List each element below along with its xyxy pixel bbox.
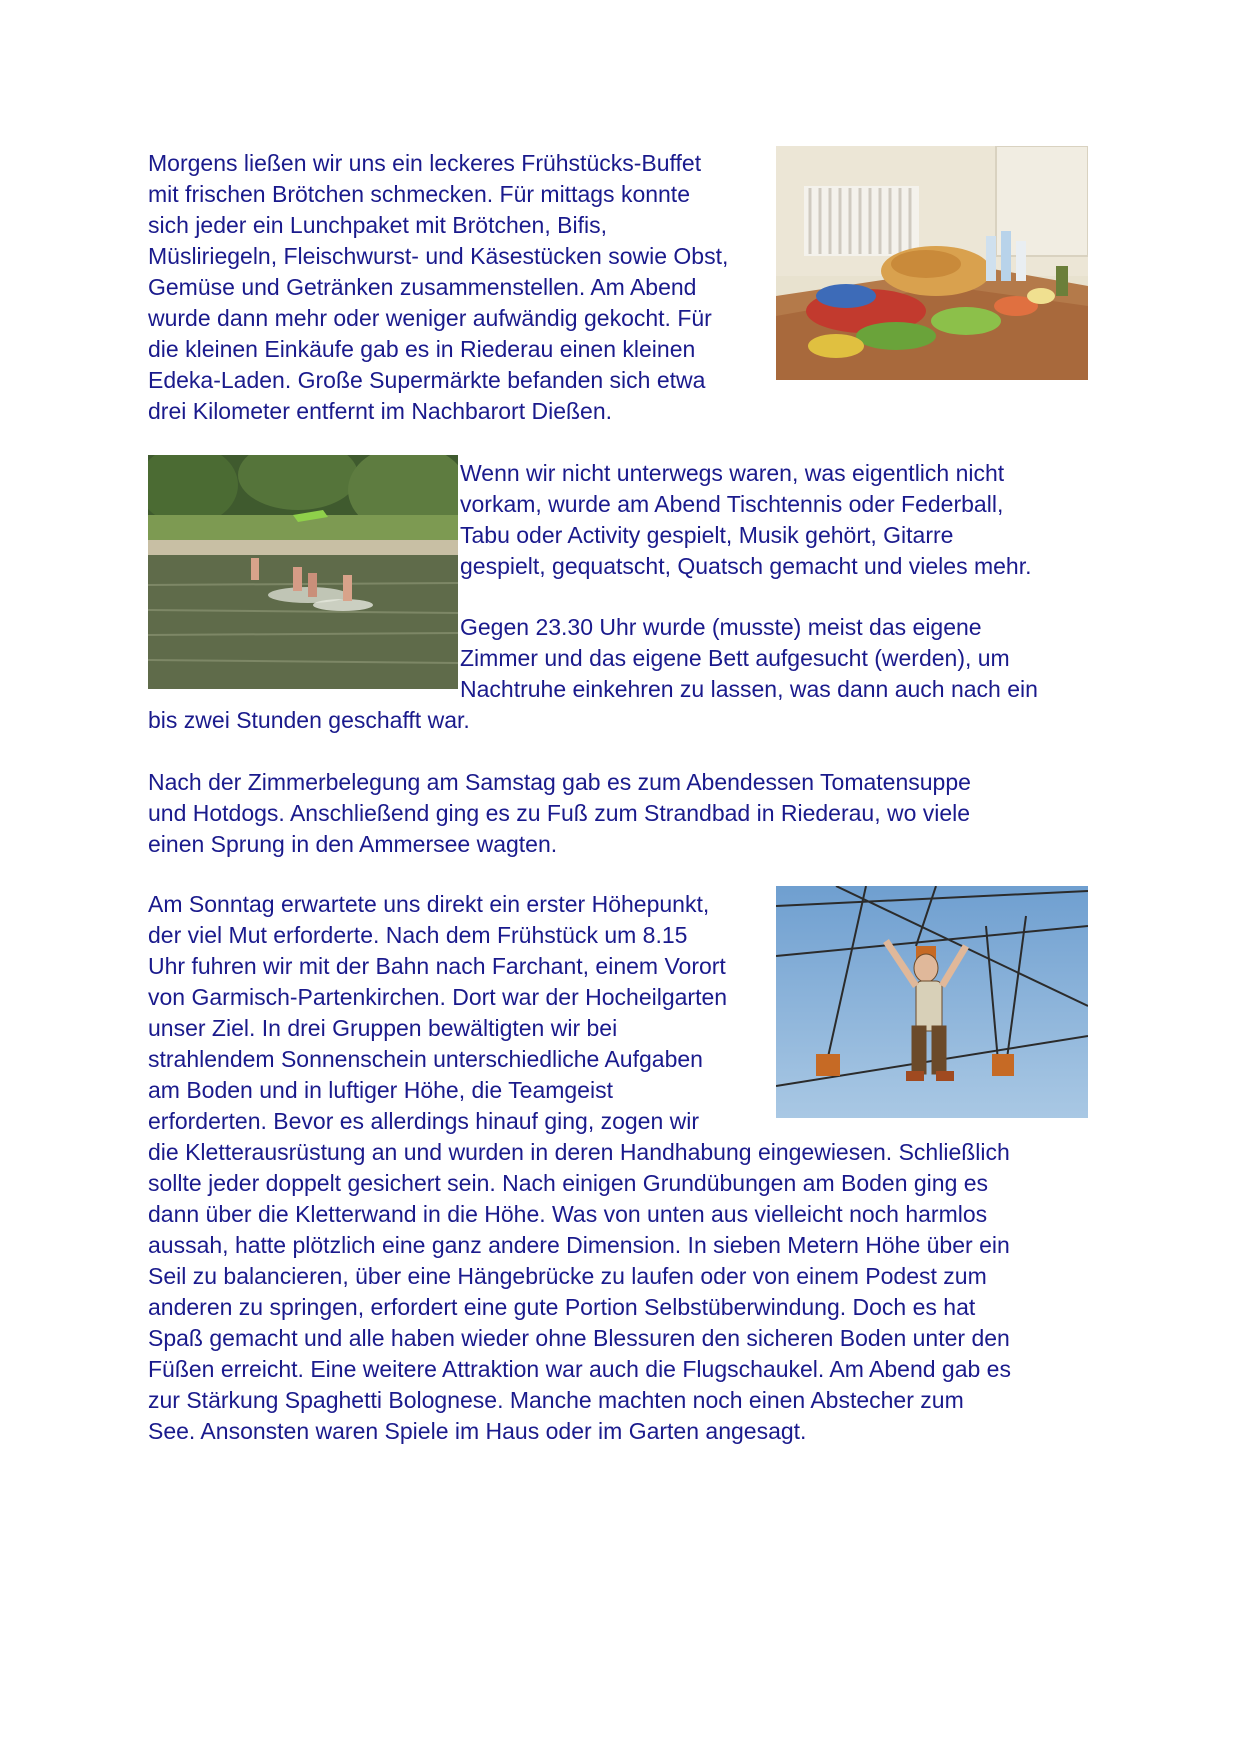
text-line: bis zwei Stunden geschafft war. [148, 707, 470, 733]
text-line: sich jeder ein Lunchpaket mit Brötchen, Bifis, [148, 212, 607, 238]
text-line: Edeka-Laden. Große Supermärkte befanden sich etwa [148, 367, 706, 393]
text-line: am Boden und in luftiger Höhe, die Teamgeist [148, 1077, 613, 1103]
text-line: gespielt, gequatscht, Quatsch gemacht und vieles mehr. [460, 553, 1032, 579]
paragraph-sunday [148, 889, 1011, 1447]
text-line: See. Ansonsten waren Spiele im Haus oder im Garten angesagt. [148, 1418, 807, 1444]
text-line: sollte jeder doppelt gesichert sein. Nach einigen Grundübungen am Boden ging es [148, 1170, 989, 1196]
text-line: mit frischen Brötchen schmecken. Für mittags konnte [148, 181, 690, 207]
lake-photo [148, 455, 458, 689]
text-line: Seil zu balancieren, über eine Hängebrücke zu laufen oder von einem Podest zum [148, 1263, 987, 1289]
text-line: und Hotdogs. Anschließend ging es zu Fuß zum Strandbad in Riederau, wo viele [148, 800, 971, 826]
paragraph-breakfast [148, 148, 728, 427]
text-line: anderen zu springen, erfordert eine gute Portion Selbstüberwindung. Doch es hat [148, 1294, 976, 1320]
paragraph-night-continued [148, 705, 470, 736]
text-line: Tabu oder Activity gespielt, Musik gehört, Gitarre [460, 522, 954, 548]
text-line: Spaß gemacht und alle haben wieder ohne Blessuren den sicheren Boden unter den [148, 1325, 1010, 1351]
text-line: von Garmisch-Partenkirchen. Dort war der Hocheilgarten [148, 984, 728, 1010]
text-line: drei Kilometer entfernt im Nachbarort Dießen. [148, 398, 613, 424]
text-line: die kleinen Einkäufe gab es in Riederau einen kleinen [148, 336, 696, 362]
text-line: Wenn wir nicht unterwegs waren, was eigentlich nicht [460, 460, 1005, 486]
text-line: Müsliriegeln, Fleischwurst- und Käsestücken sowie Obst, [148, 243, 729, 269]
text-line: einen Sprung in den Ammersee wagten. [148, 831, 558, 857]
text-line: erforderten. Bevor es allerdings hinauf ging, zogen wir [148, 1108, 700, 1134]
text-line: Nach der Zimmerbelegung am Samstag gab es zum Abendessen Tomatensuppe [148, 769, 971, 795]
text-line: Am Sonntag erwartete uns direkt ein erster Höhepunkt, [148, 891, 710, 917]
text-line: unser Ziel. In drei Gruppen bewältigten wir bei [148, 1015, 618, 1041]
text-line: strahlendem Sonnenschein unterschiedliche Aufgaben [148, 1046, 703, 1072]
text-line: zur Stärkung Spaghetti Bolognese. Manche machten noch einen Abstecher zum [148, 1387, 964, 1413]
buffet-photo [776, 146, 1088, 380]
text-line: Gegen 23.30 Uhr wurde (musste) meist das eigene [460, 614, 982, 640]
text-line: Morgens ließen wir uns ein leckeres Frühstücks-Buffet [148, 150, 702, 176]
text-line: die Kletterausrüstung an und wurden in deren Handhabung eingewiesen. Schließlich [148, 1139, 1010, 1165]
text-line: Gemüse und Getränken zusammenstellen. Am Abend [148, 274, 697, 300]
paragraph-saturday [148, 767, 971, 860]
paragraph-night [460, 612, 1038, 705]
text-line: Füßen erreicht. Eine weitere Attraktion war auch die Flugschaukel. Am Abend gab es [148, 1356, 1011, 1382]
text-line: Zimmer und das eigene Bett aufgesucht (werden), um [460, 645, 1010, 671]
text-line: vorkam, wurde am Abend Tischtennis oder Federball, [460, 491, 1004, 517]
text-line: aussah, hatte plötzlich eine ganz andere Dimension. In sieben Metern Höhe über ein [148, 1232, 1010, 1258]
text-line: Uhr fuhren wir mit der Bahn nach Farchant, einem Vorort [148, 953, 726, 979]
text-line: der viel Mut erforderte. Nach dem Frühstück um 8.15 [148, 922, 688, 948]
text-line: Nachtruhe einkehren zu lassen, was dann auch nach ein [460, 676, 1038, 702]
text-line: dann über die Kletterwand in die Höhe. Was von unten aus vielleicht noch harmlos [148, 1201, 988, 1227]
text-line: wurde dann mehr oder weniger aufwändig gekocht. Für [148, 305, 712, 331]
paragraph-evening [460, 458, 1032, 582]
